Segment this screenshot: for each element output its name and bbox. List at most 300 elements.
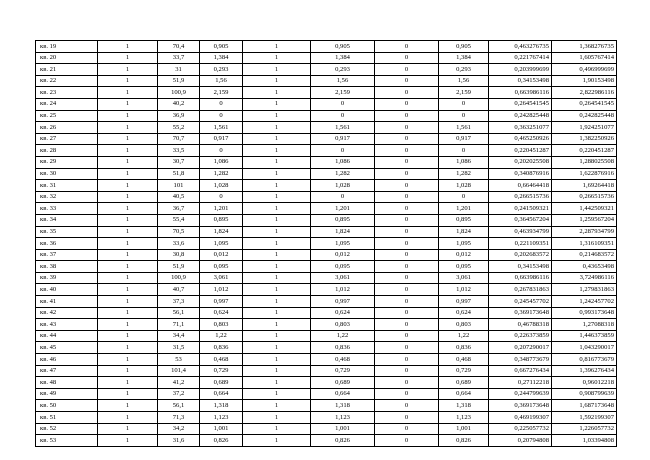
- cell-share: 0,221109351: [489, 238, 552, 250]
- table-row: [36, 87, 617, 99]
- cell-factor: 1: [243, 168, 311, 180]
- cell-value-b: 0,917: [311, 133, 375, 145]
- cell-count: 1: [98, 330, 158, 342]
- cell-apartment-label: кв. 37: [36, 249, 98, 261]
- cell-value-c: 0: [439, 98, 489, 110]
- cell-total: 1,592199307: [552, 412, 617, 424]
- table-row: [36, 388, 617, 400]
- cell-value-b: 0,997: [311, 296, 375, 308]
- cell-share: 0,266515736: [489, 191, 552, 203]
- cell-value-c: 0,997: [439, 296, 489, 308]
- cell-count: 1: [98, 226, 158, 238]
- cell-share: 0,369173648: [489, 307, 552, 319]
- cell-apartment-label: кв. 23: [36, 87, 98, 99]
- table-row: [36, 238, 617, 250]
- cell-value-zero: 0: [375, 214, 439, 226]
- cell-value-zero: 0: [375, 330, 439, 342]
- cell-total: 1,924251077: [552, 122, 617, 134]
- cell-value-a: 2,159: [200, 87, 243, 99]
- cell-share: 0,244799639: [489, 388, 552, 400]
- cell-value-a: 1,824: [200, 226, 243, 238]
- cell-total: 1,382250926: [552, 133, 617, 145]
- cell-value-a: 0,624: [200, 307, 243, 319]
- cell-share: 0,663986116: [489, 87, 552, 99]
- cell-apartment-label: кв. 49: [36, 388, 98, 400]
- cell-area: 40,7: [158, 284, 200, 296]
- cell-value-zero: 0: [375, 354, 439, 366]
- cell-value-zero: 0: [375, 319, 439, 331]
- cell-value-a: 0,664: [200, 388, 243, 400]
- cell-factor: 1: [243, 435, 311, 447]
- cell-value-a: 0: [200, 110, 243, 122]
- cell-area: 56,1: [158, 400, 200, 412]
- cell-value-b: 1,282: [311, 168, 375, 180]
- cell-value-b: 0,095: [311, 261, 375, 273]
- cell-apartment-label: кв. 35: [36, 226, 98, 238]
- cell-value-zero: 0: [375, 87, 439, 99]
- cell-apartment-label: кв. 20: [36, 52, 98, 64]
- cell-value-c: 1,561: [439, 122, 489, 134]
- cell-area: 33,6: [158, 238, 200, 250]
- cell-value-b: 1,561: [311, 122, 375, 134]
- cell-count: 1: [98, 180, 158, 192]
- cell-count: 1: [98, 307, 158, 319]
- cell-value-zero: 0: [375, 412, 439, 424]
- cell-total: 0,264541545: [552, 98, 617, 110]
- cell-value-a: 1,123: [200, 412, 243, 424]
- cell-value-a: 0,468: [200, 354, 243, 366]
- cell-total: 1,259567204: [552, 214, 617, 226]
- cell-value-zero: 0: [375, 122, 439, 134]
- cell-apartment-label: кв. 24: [36, 98, 98, 110]
- cell-count: 1: [98, 377, 158, 389]
- cell-value-b: 0,664: [311, 388, 375, 400]
- cell-value-a: 1,028: [200, 180, 243, 192]
- cell-area: 71,1: [158, 319, 200, 331]
- cell-value-zero: 0: [375, 296, 439, 308]
- cell-value-a: 0,803: [200, 319, 243, 331]
- cell-value-a: 1,201: [200, 203, 243, 215]
- table-row: [36, 226, 617, 238]
- cell-value-a: 1,086: [200, 156, 243, 168]
- cell-value-b: 0,293: [311, 64, 375, 76]
- cell-value-zero: 0: [375, 307, 439, 319]
- cell-total: 1,288025508: [552, 156, 617, 168]
- table-row: [36, 330, 617, 342]
- cell-apartment-label: кв. 29: [36, 156, 98, 168]
- cell-count: 1: [98, 319, 158, 331]
- cell-total: 1,442509321: [552, 203, 617, 215]
- cell-value-zero: 0: [375, 226, 439, 238]
- cell-factor: 1: [243, 284, 311, 296]
- cell-area: 34,2: [158, 423, 200, 435]
- cell-value-zero: 0: [375, 180, 439, 192]
- cell-count: 1: [98, 52, 158, 64]
- cell-count: 1: [98, 214, 158, 226]
- cell-value-c: 0,729: [439, 365, 489, 377]
- cell-value-b: 0,905: [311, 41, 375, 53]
- cell-total: 0,96012218: [552, 377, 617, 389]
- cell-value-a: 1,22: [200, 330, 243, 342]
- cell-value-a: 0,917: [200, 133, 243, 145]
- cell-count: 1: [98, 412, 158, 424]
- cell-value-zero: 0: [375, 377, 439, 389]
- cell-value-b: 1,318: [311, 400, 375, 412]
- cell-area: 37,2: [158, 388, 200, 400]
- cell-count: 1: [98, 191, 158, 203]
- cell-apartment-label: кв. 26: [36, 122, 98, 134]
- cell-value-c: 1,028: [439, 180, 489, 192]
- cell-factor: 1: [243, 87, 311, 99]
- cell-value-zero: 0: [375, 133, 439, 145]
- cell-value-c: 0: [439, 191, 489, 203]
- cell-share: 0,226373859: [489, 330, 552, 342]
- cell-count: 1: [98, 249, 158, 261]
- cell-value-b: 0: [311, 191, 375, 203]
- cell-area: 51,9: [158, 75, 200, 87]
- cell-apartment-label: кв. 44: [36, 330, 98, 342]
- cell-apartment-label: кв. 51: [36, 412, 98, 424]
- cell-count: 1: [98, 423, 158, 435]
- table-row: [36, 377, 617, 389]
- cell-factor: 1: [243, 203, 311, 215]
- cell-share: 0,363251077: [489, 122, 552, 134]
- cell-apartment-label: кв. 50: [36, 400, 98, 412]
- cell-total: 1,043290017: [552, 342, 617, 354]
- cell-share: 0,242825448: [489, 110, 552, 122]
- cell-value-zero: 0: [375, 249, 439, 261]
- cell-count: 1: [98, 133, 158, 145]
- cell-area: 33,7: [158, 52, 200, 64]
- cell-value-b: 1,028: [311, 180, 375, 192]
- cell-share: 0,207290017: [489, 342, 552, 354]
- table-row: [36, 272, 617, 284]
- cell-value-a: 0: [200, 98, 243, 110]
- cell-area: 51,9: [158, 261, 200, 273]
- cell-value-c: 0,836: [439, 342, 489, 354]
- cell-value-b: 0,624: [311, 307, 375, 319]
- cell-value-b: 1,384: [311, 52, 375, 64]
- cell-apartment-label: кв. 38: [36, 261, 98, 273]
- cell-share: 0,202683572: [489, 249, 552, 261]
- cell-apartment-label: кв. 46: [36, 354, 98, 366]
- cell-count: 1: [98, 238, 158, 250]
- cell-share: 0,225057732: [489, 423, 552, 435]
- cell-value-b: 1,095: [311, 238, 375, 250]
- cell-factor: 1: [243, 52, 311, 64]
- cell-value-c: 0,917: [439, 133, 489, 145]
- cell-value-zero: 0: [375, 423, 439, 435]
- cell-area: 101,4: [158, 365, 200, 377]
- cell-count: 1: [98, 272, 158, 284]
- cell-total: 1,279831863: [552, 284, 617, 296]
- table-row: [36, 296, 617, 308]
- cell-total: 0,266515736: [552, 191, 617, 203]
- cell-value-b: 1,22: [311, 330, 375, 342]
- cell-count: 1: [98, 400, 158, 412]
- cell-value-a: 0,895: [200, 214, 243, 226]
- cell-total: 1,687173648: [552, 400, 617, 412]
- cell-factor: 1: [243, 110, 311, 122]
- cell-share: 0,34153498: [489, 75, 552, 87]
- cell-share: 0,469199307: [489, 412, 552, 424]
- cell-count: 1: [98, 87, 158, 99]
- cell-value-b: 0,826: [311, 435, 375, 447]
- cell-apartment-label: кв. 53: [36, 435, 98, 447]
- cell-share: 0,348773679: [489, 354, 552, 366]
- cell-factor: 1: [243, 145, 311, 157]
- cell-share: 0,267831863: [489, 284, 552, 296]
- cell-total: 2,287934799: [552, 226, 617, 238]
- cell-total: 1,69264418: [552, 180, 617, 192]
- cell-factor: 1: [243, 342, 311, 354]
- cell-factor: 1: [243, 388, 311, 400]
- cell-share: 0,202025508: [489, 156, 552, 168]
- cell-value-c: 1,086: [439, 156, 489, 168]
- cell-factor: 1: [243, 307, 311, 319]
- cell-value-b: 0: [311, 145, 375, 157]
- cell-area: 31,6: [158, 435, 200, 447]
- cell-share: 0,20794808: [489, 435, 552, 447]
- cell-value-c: 0,689: [439, 377, 489, 389]
- table-row: [36, 75, 617, 87]
- cell-value-a: 0: [200, 191, 243, 203]
- cell-value-c: 0: [439, 110, 489, 122]
- cell-value-b: 2,159: [311, 87, 375, 99]
- table-row: [36, 412, 617, 424]
- cell-count: 1: [98, 284, 158, 296]
- cell-value-c: 3,061: [439, 272, 489, 284]
- cell-value-c: 0,095: [439, 261, 489, 273]
- cell-total: 0,993173648: [552, 307, 617, 319]
- cell-area: 40,2: [158, 98, 200, 110]
- cell-factor: 1: [243, 75, 311, 87]
- cell-apartment-label: кв. 45: [36, 342, 98, 354]
- cell-value-zero: 0: [375, 168, 439, 180]
- cell-value-zero: 0: [375, 261, 439, 273]
- cell-value-c: 1,56: [439, 75, 489, 87]
- cell-count: 1: [98, 203, 158, 215]
- cell-apartment-label: кв. 39: [36, 272, 98, 284]
- cell-count: 1: [98, 168, 158, 180]
- cell-total: 3,724986116: [552, 272, 617, 284]
- cell-area: 101: [158, 180, 200, 192]
- cell-value-c: 1,22: [439, 330, 489, 342]
- cell-share: 0,220451287: [489, 145, 552, 157]
- cell-value-b: 0,803: [311, 319, 375, 331]
- cell-count: 1: [98, 41, 158, 53]
- cell-value-c: 1,001: [439, 423, 489, 435]
- cell-value-c: 1,012: [439, 284, 489, 296]
- table-row: [36, 180, 617, 192]
- cell-share: 0,264541545: [489, 98, 552, 110]
- cell-value-a: 1,095: [200, 238, 243, 250]
- cell-apartment-label: кв. 48: [36, 377, 98, 389]
- table-row: [36, 307, 617, 319]
- cell-area: 31: [158, 64, 200, 76]
- cell-value-c: 0,664: [439, 388, 489, 400]
- cell-share: 0,34153498: [489, 261, 552, 273]
- cell-value-zero: 0: [375, 191, 439, 203]
- cell-value-c: 1,384: [439, 52, 489, 64]
- cell-factor: 1: [243, 156, 311, 168]
- cell-share: 0,245457702: [489, 296, 552, 308]
- cell-value-c: 1,123: [439, 412, 489, 424]
- cell-apartment-label: кв. 22: [36, 75, 98, 87]
- cell-factor: 1: [243, 249, 311, 261]
- cell-apartment-label: кв. 33: [36, 203, 98, 215]
- cell-value-c: 1,201: [439, 203, 489, 215]
- cell-factor: 1: [243, 41, 311, 53]
- cell-total: 1,446373859: [552, 330, 617, 342]
- cell-value-c: 0,826: [439, 435, 489, 447]
- cell-factor: 1: [243, 261, 311, 273]
- table-row: [36, 168, 617, 180]
- cell-apartment-label: кв. 30: [36, 168, 98, 180]
- cell-value-a: 1,384: [200, 52, 243, 64]
- cell-count: 1: [98, 354, 158, 366]
- cell-count: 1: [98, 296, 158, 308]
- cell-total: 0,220451287: [552, 145, 617, 157]
- cell-factor: 1: [243, 354, 311, 366]
- apartment-table: [35, 40, 617, 447]
- cell-value-b: 0,895: [311, 214, 375, 226]
- cell-total: 1,605767414: [552, 52, 617, 64]
- cell-area: 100,9: [158, 87, 200, 99]
- cell-total: 1,242457702: [552, 296, 617, 308]
- cell-apartment-label: кв. 28: [36, 145, 98, 157]
- cell-total: 1,316109351: [552, 238, 617, 250]
- cell-total: 0,496999699: [552, 64, 617, 76]
- cell-area: 53: [158, 354, 200, 366]
- cell-apartment-label: кв. 47: [36, 365, 98, 377]
- cell-apartment-label: кв. 34: [36, 214, 98, 226]
- cell-value-zero: 0: [375, 238, 439, 250]
- cell-factor: 1: [243, 238, 311, 250]
- cell-factor: 1: [243, 272, 311, 284]
- table-row: [36, 435, 617, 447]
- cell-factor: 1: [243, 191, 311, 203]
- cell-value-c: 0,468: [439, 354, 489, 366]
- cell-value-c: 0,012: [439, 249, 489, 261]
- cell-total: 0,214683572: [552, 249, 617, 261]
- cell-count: 1: [98, 365, 158, 377]
- cell-factor: 1: [243, 296, 311, 308]
- cell-area: 37,3: [158, 296, 200, 308]
- cell-value-zero: 0: [375, 203, 439, 215]
- cell-share: 0,369173648: [489, 400, 552, 412]
- table-row: [36, 319, 617, 331]
- cell-count: 1: [98, 261, 158, 273]
- cell-apartment-label: кв. 25: [36, 110, 98, 122]
- cell-value-c: 0,624: [439, 307, 489, 319]
- cell-area: 56,1: [158, 307, 200, 319]
- table-row: [36, 122, 617, 134]
- cell-share: 0,465250926: [489, 133, 552, 145]
- cell-value-a: 0,095: [200, 261, 243, 273]
- cell-total: 0,816773679: [552, 354, 617, 366]
- cell-apartment-label: кв. 40: [36, 284, 98, 296]
- cell-value-b: 1,56: [311, 75, 375, 87]
- cell-area: 40,5: [158, 191, 200, 203]
- table-row: [36, 52, 617, 64]
- cell-factor: 1: [243, 180, 311, 192]
- cell-share: 0,463276735: [489, 41, 552, 53]
- cell-value-zero: 0: [375, 365, 439, 377]
- cell-factor: 1: [243, 377, 311, 389]
- cell-total: 1,27088318: [552, 319, 617, 331]
- cell-area: 70,5: [158, 226, 200, 238]
- table-row: [36, 214, 617, 226]
- cell-total: 0,242825448: [552, 110, 617, 122]
- cell-total: 2,822986116: [552, 87, 617, 99]
- table-row: [36, 133, 617, 145]
- cell-count: 1: [98, 145, 158, 157]
- cell-count: 1: [98, 122, 158, 134]
- cell-share: 0,46788318: [489, 319, 552, 331]
- cell-value-a: 0,729: [200, 365, 243, 377]
- cell-total: 0,43653498: [552, 261, 617, 273]
- cell-area: 36,9: [158, 110, 200, 122]
- cell-area: 70,4: [158, 41, 200, 53]
- cell-value-a: 1,561: [200, 122, 243, 134]
- cell-area: 30,7: [158, 156, 200, 168]
- cell-value-a: 1,56: [200, 75, 243, 87]
- cell-value-b: 1,086: [311, 156, 375, 168]
- cell-value-c: 2,159: [439, 87, 489, 99]
- cell-value-b: 1,201: [311, 203, 375, 215]
- table-row: [36, 145, 617, 157]
- table-row: [36, 423, 617, 435]
- cell-value-c: 0,905: [439, 41, 489, 53]
- cell-value-b: 1,001: [311, 423, 375, 435]
- cell-area: 41,2: [158, 377, 200, 389]
- cell-value-a: 3,061: [200, 272, 243, 284]
- table-row: [36, 400, 617, 412]
- cell-count: 1: [98, 98, 158, 110]
- cell-value-zero: 0: [375, 41, 439, 53]
- cell-factor: 1: [243, 319, 311, 331]
- table-row: [36, 110, 617, 122]
- cell-value-a: 0: [200, 145, 243, 157]
- cell-value-a: 0,836: [200, 342, 243, 354]
- cell-value-c: 0,895: [439, 214, 489, 226]
- cell-value-b: 1,824: [311, 226, 375, 238]
- cell-share: 0,463934799: [489, 226, 552, 238]
- cell-value-b: 0,729: [311, 365, 375, 377]
- table-row: [36, 64, 617, 76]
- table-row: [36, 41, 617, 53]
- cell-factor: 1: [243, 400, 311, 412]
- cell-total: 1,622876916: [552, 168, 617, 180]
- cell-factor: 1: [243, 122, 311, 134]
- cell-value-zero: 0: [375, 75, 439, 87]
- cell-area: 36,7: [158, 203, 200, 215]
- cell-total: 0,908799639: [552, 388, 617, 400]
- table-row: [36, 365, 617, 377]
- cell-apartment-label: кв. 42: [36, 307, 98, 319]
- cell-area: 30,8: [158, 249, 200, 261]
- table-row: [36, 156, 617, 168]
- cell-value-zero: 0: [375, 145, 439, 157]
- cell-total: 1,226057732: [552, 423, 617, 435]
- cell-area: 100,9: [158, 272, 200, 284]
- cell-value-a: 0,826: [200, 435, 243, 447]
- cell-count: 1: [98, 388, 158, 400]
- cell-total: 1,03394808: [552, 435, 617, 447]
- cell-share: 0,663986116: [489, 272, 552, 284]
- cell-apartment-label: кв. 41: [36, 296, 98, 308]
